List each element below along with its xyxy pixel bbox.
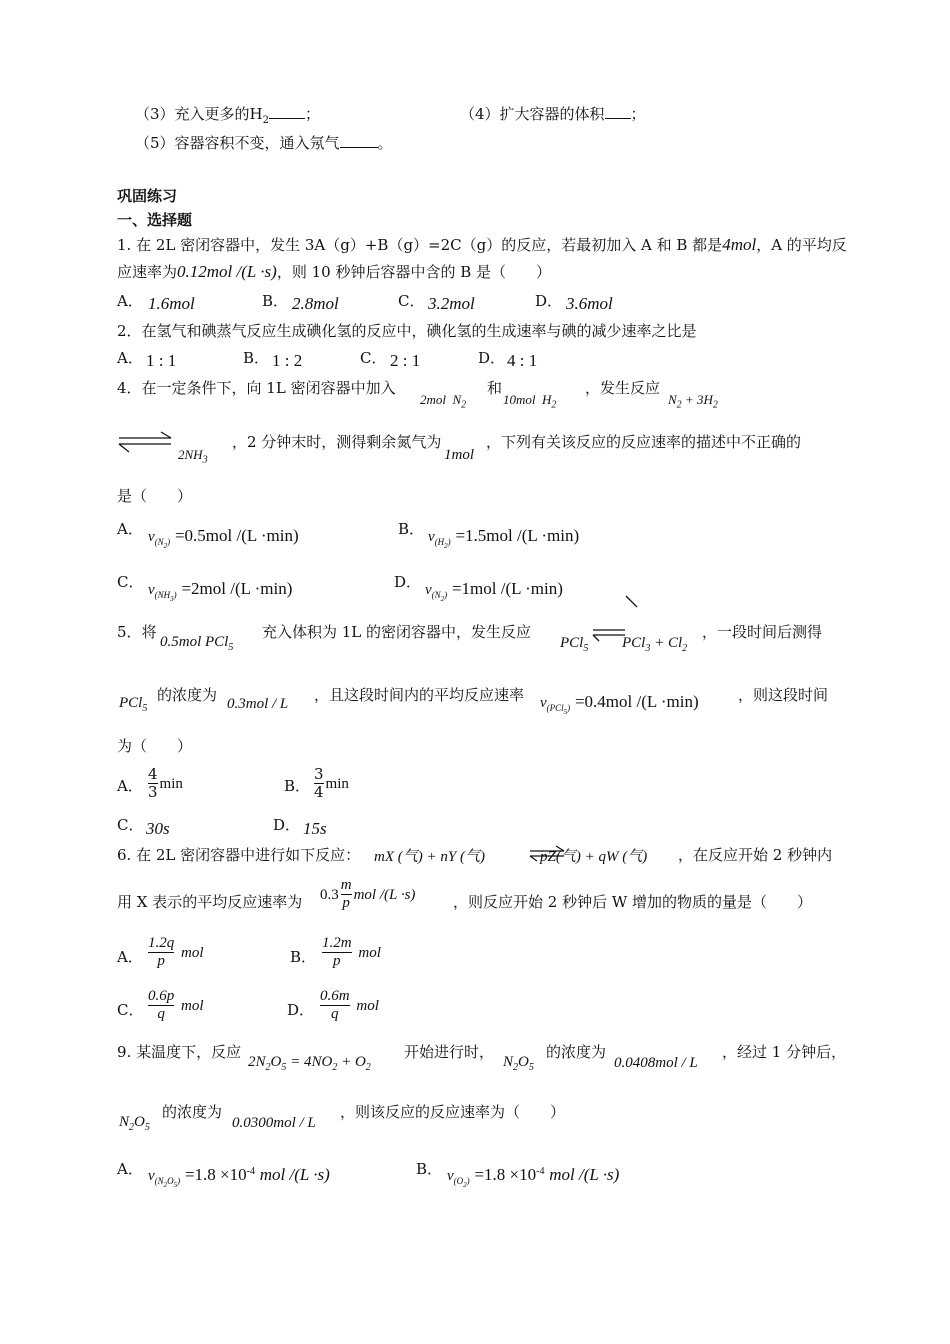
fill-item-3: （3）充入更多的$H_2$ ； — [135, 105, 321, 126]
q6-option-b: B． — [290, 948, 317, 966]
q4-n2-amount: 2mol $N_2$ — [420, 392, 467, 411]
q2-option-a: A． — [117, 349, 143, 367]
q9-start: 开始进行时， — [404, 1043, 495, 1061]
q2-option-c-value: 2 : 1 — [390, 351, 421, 370]
q5-conc-label: 的浓度为 — [157, 686, 218, 704]
q6-condition: ，在反应开始 2 秒钟内 — [678, 846, 833, 864]
q4-h2-amount: 10mol $H_2$ — [503, 392, 557, 411]
q1-option-d: D． — [535, 292, 563, 310]
q5-option-d: D． — [273, 816, 301, 834]
q1-line1: 1. 在 2L 密闭容器中，发生 3A（g）+B（g）=2C（g）的反应，若最初加入 A 和 B 都是4mol，A 的平均反 — [117, 235, 847, 254]
q5-option-d-value: 15s — [303, 819, 327, 838]
q2-option-d-value: 4 : 1 — [507, 351, 538, 370]
q6-option-c-value: $\frac{0.6p}{q}$ mol — [148, 988, 204, 1023]
q9-conc-label-2: 的浓度为 — [162, 1103, 223, 1121]
q5-reaction-text: 充入体积为 1L 的密闭容器中，发生反应 — [262, 623, 532, 641]
q9-option-b: B． — [416, 1160, 443, 1178]
q9-option-b-value: $v_{(O_2)} =1.8 \times 10^{-4}$ mol /(L ·s) — [447, 1165, 620, 1189]
q4-reactants: $N_2 + 3H_2$ — [668, 392, 718, 411]
q9-intro: 9. 某温度下，反应 — [117, 1043, 242, 1061]
q6-option-d-value: $\frac{0.6m}{q}$ mol — [320, 988, 379, 1023]
q9-after: ，经过 1 分钟后， — [722, 1043, 847, 1061]
q4-and: 和 — [487, 379, 503, 397]
q1-line2: 应速率为0.12mol /(L ·s)，则 10 秒钟后容器中含的 B 是（ ） — [117, 262, 552, 281]
q5-option-b-value: $\frac{3}{4}$ min — [314, 765, 349, 802]
equilibrium-arrow-icon — [117, 430, 173, 456]
q6-reactants: mX (气) + nY (气) — [374, 849, 485, 865]
q5-option-b: B． — [284, 777, 311, 795]
q5-reactant: PCl$_5$ — [560, 635, 589, 654]
q4-question: ，下列有关该反应的反应速率的描述中不正确的 — [486, 433, 802, 451]
q9-n2o5-2: $N_2O_5$ — [119, 1114, 150, 1133]
q2-option-d: D． — [478, 349, 506, 367]
q9-conc-label: 的浓度为 — [546, 1043, 607, 1061]
q1-option-b-value: 2.8mol — [292, 294, 339, 313]
q4-option-a-value: $v_{(N_2)} =0.5mol$ /(L ·min) — [148, 526, 299, 550]
q1-option-d-value: 3.6mol — [566, 294, 613, 313]
q2-option-c: C． — [360, 349, 387, 367]
q5-question-end: 为（ ） — [117, 737, 193, 755]
q4-option-b-value: $v_{(H_2)} =1.5mol$ /(L ·min) — [428, 526, 580, 550]
q2-text: 2．在氢气和碘蒸气反应生成碘化氢的反应中，碘化氢的生成速率与碘的减少速率之比是 — [117, 322, 697, 340]
q6-option-d: D． — [287, 1001, 315, 1019]
q4-product: $2NH_3$ — [178, 447, 208, 466]
q4-option-c: C． — [117, 573, 144, 591]
q5-rate-value: $v_{(PCl_5)} =0.4mol$ /(L ·min) — [540, 692, 699, 716]
q4-remaining: 1mol — [444, 447, 474, 463]
q6-rate-label: 用 X 表示的平均反应速率为 — [117, 893, 303, 911]
q9-option-a: A． — [117, 1160, 143, 1178]
q1-option-c: C． — [398, 292, 425, 310]
fill-item-4: （4）扩大容器的体积 ； — [460, 105, 646, 123]
q4-option-d: D． — [394, 573, 422, 591]
q1-option-b: B． — [262, 292, 289, 310]
q5-conc-value: 0.3mol / L — [227, 696, 289, 712]
section-title: 巩固练习 — [117, 187, 178, 205]
q5-rate-label: ，且这段时间内的平均反应速率 — [314, 686, 525, 704]
q4-option-c-value: $v_{(NH_3)} =2mol$ /(L ·min) — [148, 579, 293, 603]
q6-intro: 6. 在 2L 密闭容器中进行如下反应： — [117, 846, 361, 864]
q9-conc2: 0.0300mol / L — [232, 1115, 316, 1131]
q5-question: ，则这段时间 — [738, 686, 829, 704]
q1-option-a-value: 1.6mol — [148, 294, 195, 313]
q4-condition: ，2 分钟末时，测得剩余氮气为 — [232, 433, 442, 451]
q5-option-a: A． — [117, 777, 143, 795]
q9-n2o5: $N_2O_5$ — [503, 1054, 534, 1073]
q6-rate-value: 0.3 $\frac{m}{p}$ mol /(L ·s) — [320, 877, 416, 912]
q5-amount: 0.5mol PCl$_5$ — [160, 634, 234, 653]
equilibrium-arrow-icon — [592, 626, 626, 642]
section-subtitle: 一、选择题 — [117, 211, 193, 229]
q6-option-a-value: $\frac{1.2q}{p}$ mol — [148, 935, 204, 970]
q9-option-a-value: $v_{(N_2O_5)} =1.8 \times 10^{-4}$ mol /(L ·s) — [148, 1165, 330, 1189]
q5-products: $PCl_3 + Cl_2$ — [622, 635, 688, 654]
q4-question-end: 是（ ） — [117, 487, 193, 505]
fill-item-5: （5）容器容积不变，通入氖气 。 — [135, 134, 393, 152]
q9-equation: $2N_2O_5 = 4NO_2 + O_2$ — [248, 1054, 371, 1073]
q4-intro: 4．在一定条件下，向 1L 密闭容器中加入 — [117, 379, 396, 397]
q5-option-c: C． — [117, 816, 144, 834]
q2-option-a-value: 1 : 1 — [146, 351, 177, 370]
q4-option-d-value: $v_{(N_2)} =1mol$ /(L ·min) — [425, 579, 563, 603]
q6-question: ，则反应开始 2 秒钟后 W 增加的物质的量是（ ） — [453, 893, 813, 911]
q6-option-c: C． — [117, 1001, 144, 1019]
q4-reaction-label: ，发生反应 — [585, 379, 661, 397]
q6-option-a: A． — [117, 948, 143, 966]
q5-after: ，一段时间后测得 — [702, 623, 823, 641]
q5-option-c-value: 30s — [146, 819, 170, 838]
q9-question: ，则该反应的反应速率为（ ） — [340, 1103, 566, 1121]
q4-option-a: A． — [117, 520, 143, 538]
q9-conc1: 0.0408mol / L — [614, 1055, 698, 1071]
q6-option-b-value: $\frac{1.2m}{p}$ mol — [322, 935, 381, 970]
q2-option-b: B． — [243, 349, 270, 367]
q1-option-c-value: 3.2mol — [428, 294, 475, 313]
q5-pcl5: PCl$_5$ — [119, 695, 148, 714]
stray-mark-icon — [624, 594, 640, 610]
q6-products: pZ(气) + qW (气) — [540, 849, 648, 865]
q5-intro: 5．将 — [117, 623, 157, 641]
q5-option-a-value: $\frac{4}{3}$ min — [148, 765, 183, 802]
q4-option-b: B． — [398, 520, 425, 538]
q1-option-a: A． — [117, 292, 143, 310]
q2-option-b-value: 1 : 2 — [272, 351, 303, 370]
